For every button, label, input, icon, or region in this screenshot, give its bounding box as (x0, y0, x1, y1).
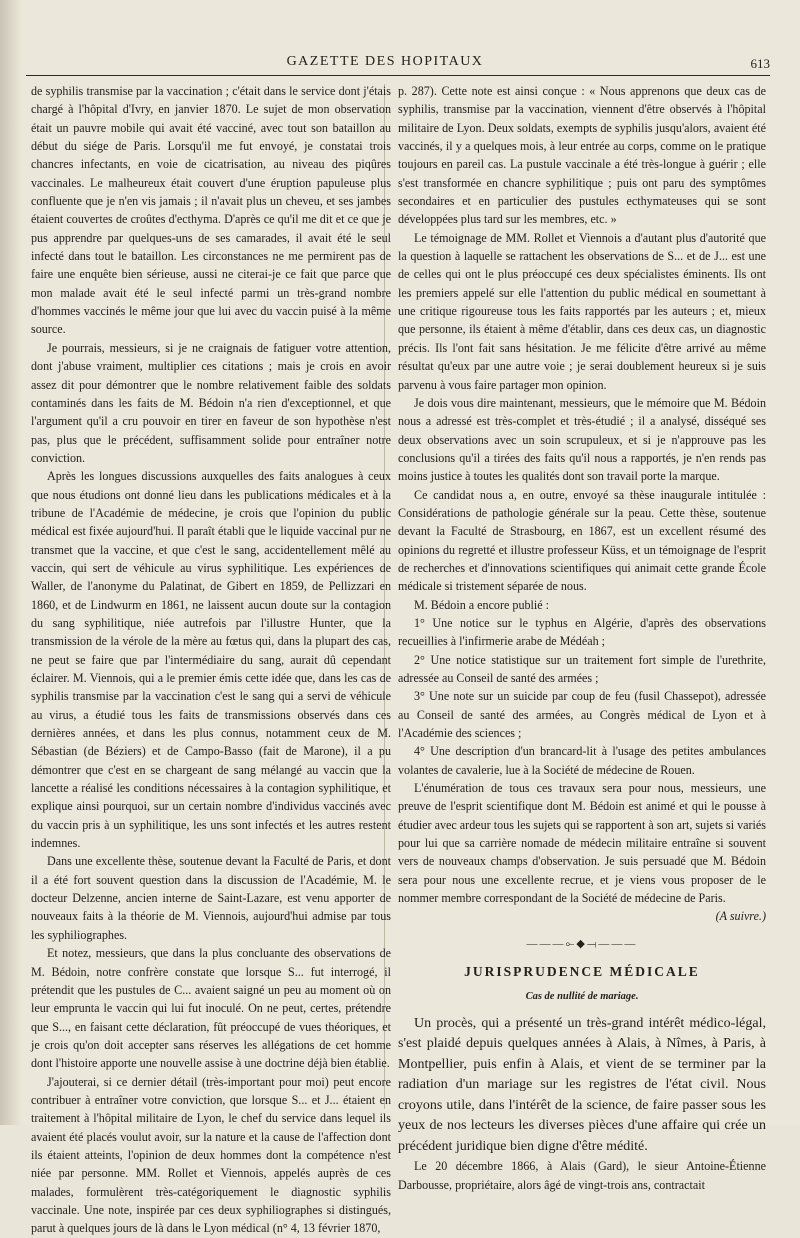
lead-paragraph: Un procès, qui a présenté un très-grand intérêt médico-légal, s'est plaidé depuis quelques années à Alais, à Nîmes, à Paris, à Montpellier, puis enfin à Alais, et vient de se terminer par la radiation d'un mariage sur les registres de l'état civil. Nous croyons utile, dans l'intérêt de la science, de faire passer sous les yeux de nos lecteurs les diverses pièces d'une affaire qui crée un précédent juridique bien digne d'être médité. (398, 1015, 766, 1154)
right-paragraph: Le témoignage de MM. Rollet et Viennois a d'autant plus d'autorité que la question à laquelle se rattachent les observations de S... et de J... est une de celles qui ont le plus préoccupé ces deux spécialistes éminents. Ils ont les premiers appelé sur elle l'attention du public médical en soumettant à une critique rigoureuse tous les faits rapportés par les auteurs ; et, mieux que personne, ils étaient à même d'établir, dans ces deux cas, un diagnostic précis. Ils l'ont fait sans hésitation. Je me félicite d'être arrivé au même résultat qu'eux par une autre voie ; je serai doublement heureux si je suis parvenu à vous faire partager mon opinion. (398, 230, 766, 392)
right-paragraph: M. Bédoin a encore publié : (414, 597, 550, 612)
left-paragraph: Après les longues discussions auxquelles des faits analogues à ceux que nous étudions ont donné lieu dans les publications médicales et à la tribune de l'Académie de médecine, je crois que l'opinion du public médical est fixée aujourd'hui. Il paraît établi que le liquide vaccinal pur ne transmet que la vaccine, et que c'est le sang, accidentellement mêlé au vaccin, qui sert de véhicule au virus syphilitique. Les expériences de Waller, de l'anonyme du Palatinat, de Gibert en 1859, de Pellizzari en 1860, et de Lindwurm en 1861, ne laissent aucun doute sur la contagion du sang syphilitique, niée autrefois par l'illustre Hunter, que la transmission de la vérole de la mère au fœtus qui, dans la plupart des cas, ne peut se faire que par l'intermédiaire du sang, aurait dû cependant éclairer. M. Viennois, qui a le premier émis cette idée que, dans les cas de syphilis transmise par la vaccination c'est le sang qui a servi de véhicule au virus, a étudié tous les faits de transmissions observés dans ces dernières années, et dans les plus connus, notamment ceux de M. Sébastian (de Béziers) et de Campo-Basso (fait de Marone), il a pu démontrer que c'est en se chargeant de sang mélangé au vaccin que la lancette a réalisé les conditions nécessaires à la contagion syphilitique, et explique ainsi pourquoi, sur un certain nombre d'individus vaccinés avec du vaccin pris à un syphilitique, les uns sont infectés et les autres restent indemnes. (31, 469, 391, 851)
closing-paragraph: L'énumération de tous ces travaux sera pour nous, messieurs, une preuve de l'esprit scientifique dont M. Bédoin est animé et qui le pousse à étudier avec ardeur tous les sujets qui se rapportent à son art, sujets si variés pour lui que sa carrière nomade de médecin militaire entraîne si souvent vers de nouveaux champs d'observation. Je suis persuadé que M. Bédoin sera pour nous une excellente recrue, et je viens vous proposer de le nommer membre correspondant de la Société de médecine de Paris. (398, 781, 766, 906)
section-title: JURISPRUDENCE MÉDICALE (464, 964, 700, 980)
binding-shadow (0, 0, 22, 1125)
publication-list-item: 2° Une notice statistique sur un traitement fort simple de l'urethrite, adressée au Conseil de santé des armées ; (398, 652, 766, 685)
page-number: 613 (750, 56, 770, 71)
continuation-note: (A suivre.) (715, 909, 766, 924)
left-paragraph: de syphilis transmise par la vaccination ; c'était dans le service dont j'étais chargé à l'hôpital d'Ivry, en janvier 1870. Le sujet de mon observation était un pauvre mobile qui avait été vacciné, avec tout son bataillon au début du siége de Paris. Lorsqu'il me fut envoyé, je constatai trois chancres infectants, en voie de cicatrisation, au niveau des piqûres vaccinales. Le malheureux était couvert d'une éruption papuleuse plus confluente que je n'en vis jamais ; il n'avait plus un cheveu, et ses jambes étaient couvertes de croûtes d'ecthyma. D'après ce qu'il me dit et ce que je pus apprendre par quelques-uns de ses camarades, il avait été le seul infecté dans tout le bataillon. Les circonstances ne me permirent pas de faire une enquête bien sérieuse, aussi ne citerai-je ce fait que parce que mon malade avait été le seul infecté parmi un très-grand nombre d'hommes vaccinés le même jour que lui avec du vaccin puisé à la même source. (31, 84, 391, 337)
publication-list-item: 1° Une notice sur le typhus en Algérie, d'après des observations recueillies à l'infirmerie arabe de Médéah ; (398, 615, 766, 649)
left-paragraph: Je pourrais, messieurs, si je ne craignais de fatiguer votre attention, dont j'abuse vraiment, multiplier ces citations ; mais je crois en avoir assez dit pour démontrer que le nombre relativement faible des soldats contaminés dans les faits de M. Bédoin n'a rien d'exceptionnel, et que l'argument qu'il a cru pouvoir en tirer en faveur de son hypothèse n'est pas, plus que le précédent, suffisamment solide pour entraîner notre conviction. (31, 340, 391, 465)
article-subhead: Cas de nullité de mariage. (525, 990, 639, 1002)
right-paragraph: p. 287). Cette note est ainsi conçue : « Nous apprenons que deux cas de syphilis, transmise par la vaccination, viennent d'être observés à l'hôpital militaire de Lyon. Deux soldats, exempts de syphilis jusqu'alors, avaient été vaccinés, il y a quelques mois, à leur entrée au corps, comme on le pratique toujours en pareil cas. La pustule vaccinale a été très-longue à guérir ; elle s'est transformée en chancre syphilitique ; puis ont paru des symptômes secondaires et en particulier des pustules ecthymateuses qui se sont développées plus tard sur les membres, etc. » (398, 84, 766, 227)
left-paragraph: J'ajouterai, si ce dernier détail (très-important pour moi) peut encore contribuer à entraîner votre conviction, que lorsque S... et J... étaient en traitement à l'hôpital militaire de Lyon, le chef du service dans lequel ils avaient été placés voulut avoir, sur la nature et la cause de l'affection dont ils étaient atteints, l'opinion de deux hommes dont la compétence n'est niée par personne. MM. Rollet et Viennois, appelés auprès de ces malades, formulèrent très-catégoriquement le diagnostic syphilis vaccinale. Une note, inspirée par ces deux syphiliographes si distingués, parut à quelques jours de là dans le Lyon médical (n° 4, 13 février 1870, (31, 1074, 391, 1236)
ornamental-divider: ———⟜◆⟞——— (526, 937, 638, 950)
right-column (398, 82, 766, 1192)
last-paragraph: Le 20 décembre 1866, à Alais (Gard), le sieur Antoine-Étienne Darbousse, propriétaire, alors âgé de vingt-trois ans, contractait (398, 1159, 766, 1192)
right-paragraph: Je dois vous dire maintenant, messieurs, que le mémoire que M. Bédoin nous a adressé est très-complet et très-étudié ; il a analysé, disséqué ses deux observations avec un soin scrupuleux, et si je n'approuve pas les conclusions qu'il a tirées des faits qu'il nous a rapportés, je n'en rends pas moins justice à toutes les qualités dont son travail porte la marque. (398, 395, 766, 484)
publication-list-item: 4° Une description d'un brancard-lit à l'usage des petites ambulances volantes de cavalerie, lue à la Société de médecine de Rouen. (398, 744, 766, 777)
left-paragraph: Et notez, messieurs, que dans la plus concluante des observations de M. Bédoin, notre confrère constate que lorsque S... fut interrogé, il prétendit que les pustules de C... avaient saigné un peu au moment où on leur emprunta le vaccin qui lui fut inoculé. On ne peut, certes, prétendre que S..., en faisant cette déclaration, fût préoccupé de vues théoriques, et je crois qu'on doit accepter sans réserves les allégations de cet homme dont l'histoire apporte une nouvelle assise à une doctrine déjà bien établie. (31, 946, 391, 1071)
header-rule (26, 75, 770, 76)
left-column (31, 82, 391, 1236)
right-paragraph: Ce candidat nous a, en outre, envoyé sa thèse inaugurale intitulée : Considérations de pathologie générale sur la peau. Cette thèse, soutenue devant la Faculté de Strasbourg, en 1867, est un excellent résumé des opinions du regretté et illustre professeur Küss, et un témoignage de l'esprit de recherches et d'innovations scientifiques qui animait cette grande École médicale si tristement séparée de nous. (398, 487, 766, 594)
publication-list-item: 3° Une note sur un suicide par coup de feu (fusil Chassepot), adressée au Conseil de santé des armées, au Congrès médical de Lyon et à l'Académie des sciences ; (398, 689, 766, 741)
left-paragraph: Dans une excellente thèse, soutenue devant la Faculté de Paris, et dont il a été fort souvent question dans la discussion de l'Académie, M. le docteur Delzenne, ancien interne de Saint-Lazare, est venu apporter de nouveaux faits à la théorie de M. Viennois, aujourd'hui admise par tous les syphiliographes. (31, 854, 391, 942)
running-header-title: GAZETTE DES HOPITAUX (286, 54, 484, 69)
